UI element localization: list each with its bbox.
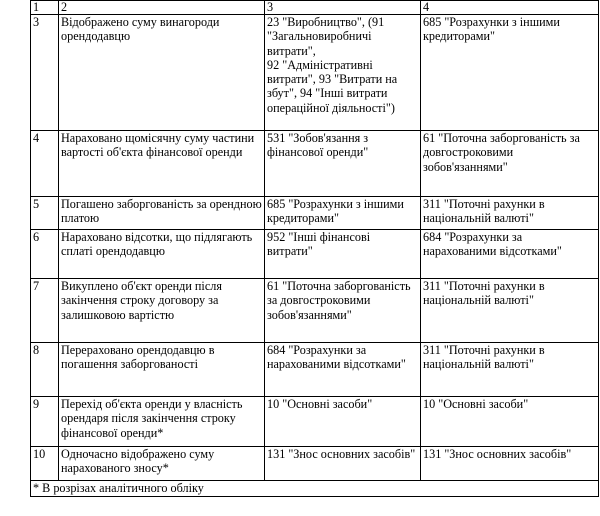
row-operation: Нараховано щомісячну суму частини вартості об'єкта фінансової оренди: [59, 131, 265, 197]
row-operation: Перераховано орендодавцю в погашення заборгованості: [59, 343, 265, 397]
row-operation: Одночасно відображено суму нарахованого зносу*: [59, 447, 265, 481]
row-credit-account: 61 "Поточна заборгованість за довгостроковими зобов'язаннями": [421, 131, 599, 197]
row-operation: Нараховано відсотки, що підлягають сплаті орендодавцю: [59, 230, 265, 279]
row-number: 8: [31, 343, 59, 397]
row-operation: Викуплено об'єкт оренди після закінчення строку договору за залишковою вартістю: [59, 279, 265, 343]
row-debit-account: 23 "Виробництво", (91 "Загальновиробничі витрати", 92 "Адміністративні витрати", 93 "Витрати на збут", 94 "Інші витрати операційної діяльності"): [265, 15, 421, 131]
table-row: [31, 15, 599, 131]
footnote-row: [31, 481, 599, 497]
row-credit-account: 10 "Основні засоби": [421, 397, 599, 447]
row-debit-account: 131 "Знос основних засобів": [265, 447, 421, 481]
header-cell-operation: 2: [59, 1, 265, 15]
row-operation: Відображено суму винагороди орендодавцю: [59, 15, 265, 131]
table-row: [31, 447, 599, 481]
row-number: 4: [31, 131, 59, 197]
row-number: 7: [31, 279, 59, 343]
row-number: 6: [31, 230, 59, 279]
row-number: 5: [31, 197, 59, 230]
row-debit-account: 685 "Розрахунки з іншими кредиторами": [265, 197, 421, 230]
row-credit-account: 131 "Знос основних засобів": [421, 447, 599, 481]
accounting-entries-table: [30, 0, 599, 497]
header-row: [31, 1, 599, 15]
row-credit-account: 311 "Поточні рахунки в національній валюті": [421, 279, 599, 343]
table-footnote: * В розрізах аналітичного обліку: [31, 481, 599, 497]
table-row: [31, 230, 599, 279]
row-credit-account: 685 "Розрахунки з іншими кредиторами": [421, 15, 599, 131]
row-debit-account: 952 "Інші фінансові витрати": [265, 230, 421, 279]
header-cell-credit: 4: [421, 1, 599, 15]
table-row: [31, 131, 599, 197]
row-debit-account: 684 "Розрахунки за нарахованими відсотками": [265, 343, 421, 397]
row-credit-account: 684 "Розрахунки за нарахованими відсотками": [421, 230, 599, 279]
row-number: 10: [31, 447, 59, 481]
row-debit-account: 10 "Основні засоби": [265, 397, 421, 447]
table-row: [31, 197, 599, 230]
row-credit-account: 311 "Поточні рахунки в національній валюті": [421, 343, 599, 397]
table-row: [31, 343, 599, 397]
row-operation: Погашено заборгованість за орендною платою: [59, 197, 265, 230]
row-operation: Перехід об'єкта оренди у власність орендаря після закінчення строку фінансової оренди*: [59, 397, 265, 447]
header-cell-number: 1: [31, 1, 59, 15]
table-row: [31, 397, 599, 447]
header-cell-debit: 3: [265, 1, 421, 15]
row-credit-account: 311 "Поточні рахунки в національній валюті": [421, 197, 599, 230]
table-row: [31, 279, 599, 343]
row-number: 3: [31, 15, 59, 131]
row-debit-account: 61 "Поточна заборгованість за довгостроковими зобов'язаннями": [265, 279, 421, 343]
row-debit-account: 531 "Зобов'язання з фінансової оренди": [265, 131, 421, 197]
row-number: 9: [31, 397, 59, 447]
